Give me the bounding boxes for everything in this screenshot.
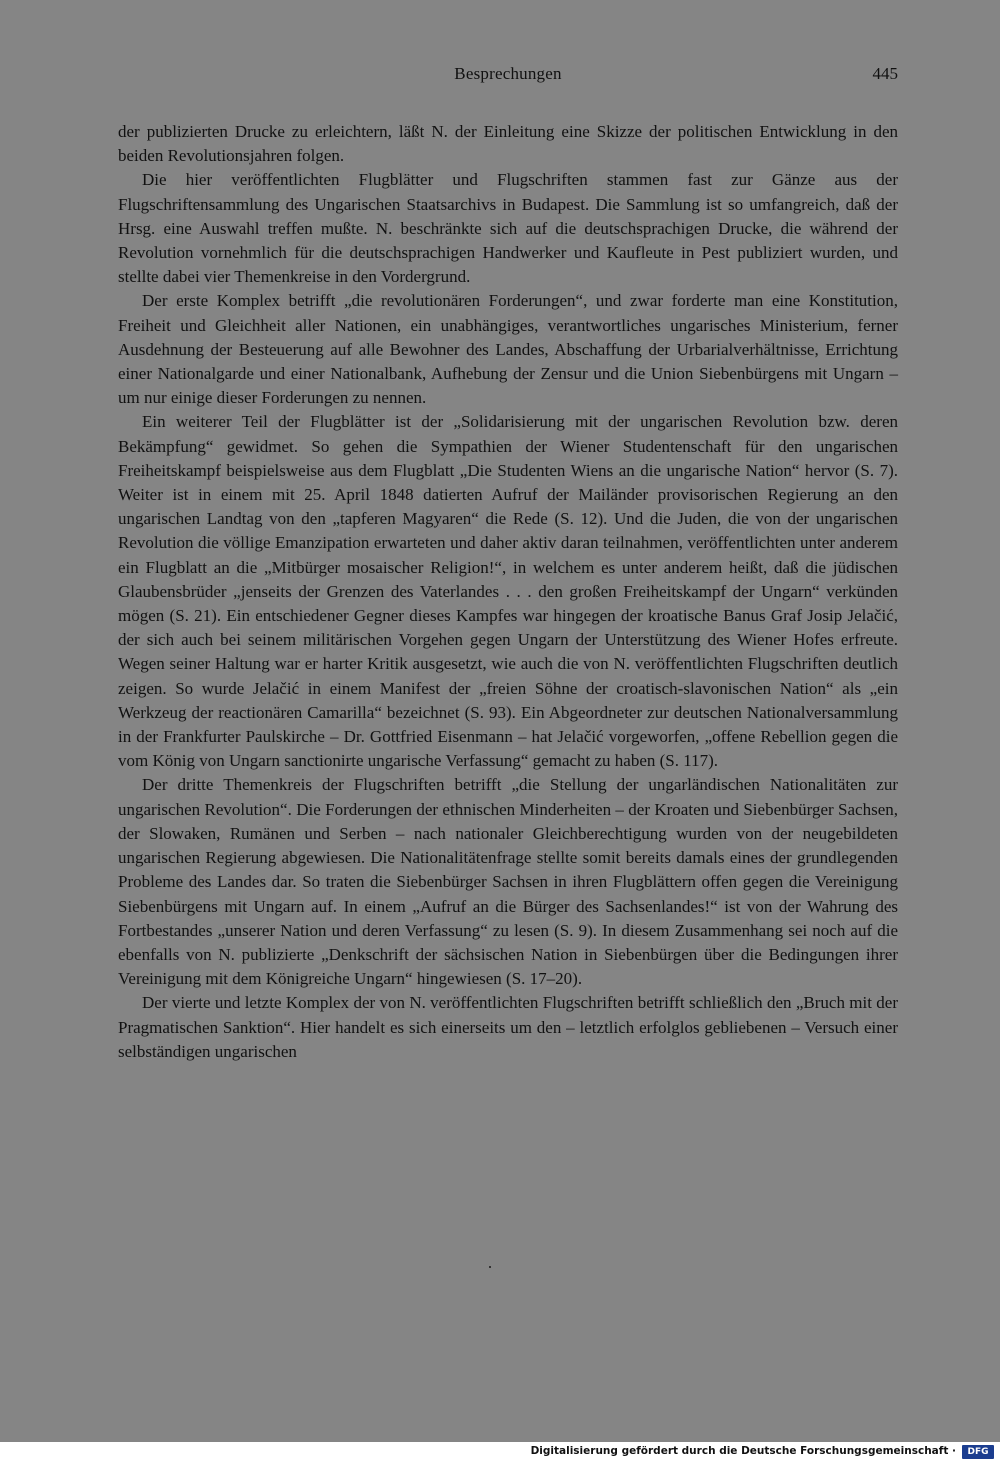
paragraph-6: Der vierte und letzte Komplex der von N. veröffentlichten Flugschriften betrifft schließlich den „Bruch mit der Pragmatischen Sanktion“. Hier handelt es sich einerseits um den – letztlich erfolglos gebliebenen – Versuch einer selbständigen ungarischen: [118, 993, 898, 1061]
paragraph-4: Ein weiterer Teil der Flugblätter ist der „Solidarisierung mit der ungarischen Revolution bzw. deren Bekämpfung“ gewidmet. So gehen die Sympathien der Wiener Studentenschaft für den ungarischen Freiheitskampf beispielsweise aus dem Flugblatt „Die Studenten Wiens an die ungarische Nation“ hervor (S. 7). Weiter ist in einem mit 25. April 1848 datierten Aufruf der Mailänder provisorischen Regierung an den ungarischen Landtag von den „tapferen Magyaren“ die Rede (S. 12). Und die Juden, die von der ungarischen Revolution die völlige Emanzipation erwarteten und daher aktiv daran teilnahmen, veröffentlichten unter anderem ein Flugblatt an die „Mitbürger mosaischer Religion!“, in welchem es unter anderem heißt, daß die jüdischen Glaubensbrüder „jenseits der Grenzen des Vaterlandes . . . den großen Freiheitskampf der Ungarn“ verkünden mögen (S. 21). Ein entschiedener Gegner dieses Kampfes war hingegen der kroatische Banus Graf Josip Jelačić, der sich auch bei seinem militärischen Vorgehen gegen Ungarn der Unterstützung des Wiener Hofes erfreute. Wegen seiner Haltung war er harter Kritik ausgesetzt, wie auch die von N. veröffentlichten Flugschriften deutlich zeigen. So wurde Jelačić in einem Manifest der „freien Söhne der croatisch-slavonischen Nation“ als „ein Werkzeug der reactionären Camarilla“ bezeichnet (S. 93). Ein Abgeordneter zur deutschen Nationalversammlung in der Frankfurter Paulskirche – Dr. Gottfried Eisenmann – hat Jelačić vorgeworfen, „offene Rebellion gegen die vom König von Ungarn sanctionirte ungarische Verfassung“ gemacht zu haben (S. 117).: [118, 412, 898, 771]
paragraph-5: Der dritte Themenkreis der Flugschriften betrifft „die Stellung der ungarländischen Nationalitäten zur ungarischen Revolution“. Die Forderungen der ethnischen Minderheiten – der Kroaten und Siebenbürger Sachsen, der Slowaken, Rumänen und Serben – nach nationaler Gleichberechtigung wurden von der neugebildeten ungarischen Regierung abgewiesen. Die Nationalitätenfrage stellte somit bereits damals eines der grundlegenden Probleme des Landes dar. So traten die Siebenbürger Sachsen in ihren Flugblättern offen gegen die Vereinigung Siebenbürgens mit Ungarn auf. In einem „Aufruf an die Bürger des Sachsenlandes!“ ist von der Wahrung des Fortbestandes „unserer Nation und deren Verfassung“ zu lesen (S. 9). In diesem Zusammenhang sei noch auf die ebenfalls von N. publizierte „Denkschrift der sächsischen Nation in Siebenbürgen über die Bedingungen ihrer Vereinigung mit dem Königreiche Ungarn“ hingewiesen (S. 17–20).: [118, 775, 898, 989]
paragraph-1: der publizierten Drucke zu erleichtern, läßt N. der Einleitung eine Skizze der politischen Entwicklung in den beiden Revolutionsjahren folgen.: [118, 122, 898, 166]
paragraph-3: Der erste Komplex betrifft „die revolutionären Forderungen“, und zwar forderte man eine Konstitution, Freiheit und Gleichheit aller Nationen, ein unabhängiges, verantwortliches ungarisches Ministerium, ferner Ausdehnung der Besteuerung auf alle Bewohner des Landes, Abschaffung der Urbarialverhältnisse, Errichtung einer Nationalgarde und einer Nationalbank, Aufhebung der Zensur und die Union Siebenbürgens mit Ungarn – um nur einige dieser Forderungen zu nennen.: [118, 291, 898, 408]
footer-bar: [0, 1442, 1000, 1462]
funding-notice: Digitalisierung gefördert durch die Deutsche Forschungsgemeinschaft ·: [530, 1445, 956, 1457]
page-number: 445: [872, 64, 898, 83]
body-text: [118, 120, 898, 1064]
dfg-logo-icon: DFG: [962, 1445, 994, 1459]
running-title: Besprechungen: [454, 64, 562, 83]
paragraph-2: Die hier veröffentlichten Flugblätter und Flugschriften stammen fast zur Gänze aus der Flugschriftensammlung des Ungarischen Staatsarchivs in Budapest. Die Sammlung ist so umfangreich, daß der Hrsg. eine Auswahl treffen mußte. N. beschränkte sich auf die deutschsprachigen Drucke, die während der Revolution vornehmlich für die deutschsprachigen Handwerker und Kaufleute in Pest publiziert wurden, und stellte dabei vier Themenkreise in den Vordergrund.: [118, 170, 898, 287]
scan-speck: [489, 1266, 491, 1268]
page-header: [118, 64, 898, 90]
